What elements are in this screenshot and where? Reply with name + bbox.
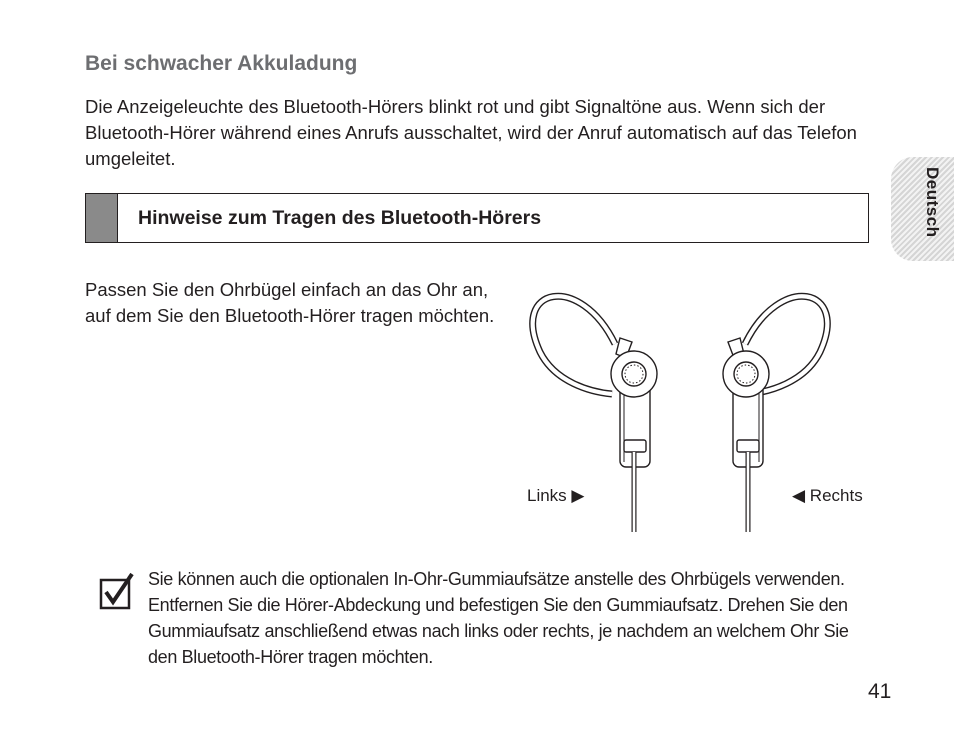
subsection-heading-box bbox=[85, 193, 869, 243]
subsection-heading: Hinweise zum Tragen des Bluetooth-Hörers bbox=[138, 207, 542, 229]
checkbox-check-icon bbox=[99, 572, 135, 610]
language-tab bbox=[891, 157, 954, 261]
note-text: Sie können auch die optionalen In-Ohr-Gummiaufsätze anstelle des Ohrbügels verwenden. Entfernen Sie die Hörer-Abdeckung und befestigen Sie den Gummiaufsatz. Drehen Sie den Gummiaufsatz anschließend etwas nach links oder rechts, je nachdem an welchem Ohr Sie den Bluetooth-Hörer tragen möchten. bbox=[148, 569, 849, 667]
left-ear-label: Links ▶ bbox=[527, 486, 585, 505]
subsection-paragraph: Passen Sie den Ohrbügel einfach an das Ohr an, auf dem Sie den Bluetooth-Hörer tragen möchten. bbox=[85, 279, 495, 326]
section-title: Bei schwacher Akkuladung bbox=[85, 52, 358, 75]
language-tab-label: Deutsch bbox=[923, 167, 942, 238]
section-paragraph: Die Anzeigeleuchte des Bluetooth-Hörers blinkt rot und gibt Signaltöne aus. Wenn sich der Bluetooth-Hörer während eines Anrufs ausschaltet, wird der Anruf automatisch auf das Telefon umgeleitet. bbox=[85, 96, 857, 169]
page-number: 41 bbox=[868, 680, 892, 703]
heading-marker-bar bbox=[86, 194, 118, 242]
right-ear-label: ◀ Rechts bbox=[792, 486, 863, 505]
